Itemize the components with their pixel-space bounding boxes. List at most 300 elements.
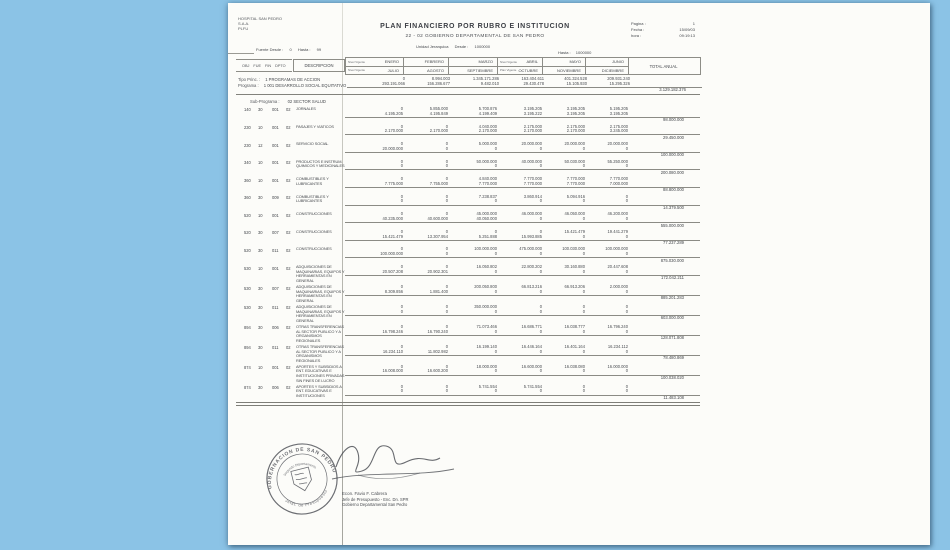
amount-cell-spacer	[628, 270, 700, 275]
fin-header: FIN	[265, 63, 272, 68]
row-code: 006	[272, 325, 279, 331]
amount-cell: 0	[539, 215, 542, 221]
amount-cell: 16.234.110	[382, 348, 403, 354]
amount-cell-spacer	[628, 182, 700, 187]
amount-line	[345, 217, 700, 222]
row-amounts	[345, 195, 700, 211]
amount-cell: 0	[445, 323, 448, 329]
row-code: 02	[286, 230, 291, 236]
amount-cell: 46.050.000	[564, 211, 585, 217]
amount-cell: 0	[400, 388, 403, 394]
amount-line	[345, 310, 700, 315]
month-header-cell	[498, 58, 543, 67]
row-code: 02	[286, 212, 291, 218]
amount-cell: 7.000.000	[609, 180, 628, 186]
descripcion-header-label: DESCRIPCION	[304, 63, 334, 68]
month-header-cell	[586, 67, 629, 76]
row-code: 02	[286, 195, 291, 201]
amount-cell: 5.094.916	[566, 193, 585, 199]
amount-cell: 16.038.080	[564, 363, 585, 369]
table-row	[236, 247, 700, 263]
amount-cell: 0	[625, 251, 628, 257]
amount-cell: 0	[400, 158, 403, 164]
left-rule	[228, 53, 254, 54]
amount-line	[345, 252, 700, 257]
amount-cell: 0	[445, 308, 448, 314]
amount-line	[345, 147, 700, 152]
row-code: 001	[272, 142, 279, 148]
fuente-filter	[256, 47, 326, 52]
month-header-cell	[449, 67, 498, 76]
amount-cell: 0	[539, 145, 542, 151]
hora-value: 09:19:13	[679, 33, 695, 39]
amount-cell: 0	[582, 163, 585, 169]
row-codes-desc	[236, 125, 345, 141]
amount-line	[345, 182, 700, 187]
row-total-line	[345, 118, 700, 123]
row-code: 02	[286, 125, 291, 131]
stamp-arc-inner-text: Segundo Departamento	[282, 461, 318, 477]
row-code: 10	[258, 160, 263, 166]
row-code: 10	[258, 177, 263, 183]
amount-cell: 71.073.466	[476, 323, 497, 329]
amount-cell: 15.105.930	[566, 80, 587, 86]
signature-text-block	[342, 491, 458, 508]
row-total-line	[345, 296, 700, 301]
amount-cell: 293.191.066	[382, 80, 405, 86]
amount-cell: 13.307.954	[427, 233, 448, 239]
amount-cell: 0	[582, 215, 585, 221]
row-code: 30	[258, 345, 263, 351]
row-total: 77.237.289	[663, 240, 684, 246]
amount-cell: 4.840.000	[478, 176, 497, 182]
row-code: 009	[272, 195, 279, 201]
programa-line	[238, 83, 347, 89]
row-codes-desc	[236, 212, 345, 228]
row-code: 520	[244, 247, 251, 253]
row-codes-desc	[236, 365, 345, 383]
amount-cell: 2.175.000	[523, 123, 542, 129]
amount-cell: 100.030.000	[562, 246, 585, 252]
amount-cell: 0	[582, 388, 585, 394]
amount-cell: 20.000.000	[521, 141, 542, 147]
row-description: COMBUSTIBLES Y LUBRICANTES	[296, 193, 329, 204]
row-codes-desc	[236, 285, 345, 303]
amount-cell: 0	[625, 368, 628, 374]
table-row	[236, 195, 700, 211]
amount-cell: 20.902.301	[427, 268, 448, 274]
stamp-shield-emblem	[291, 467, 314, 493]
programa-amounts-slot	[347, 77, 702, 93]
amount-cell: 0	[539, 328, 542, 334]
amount-cell: 16.401.164	[564, 343, 585, 349]
amount-cell: 0	[625, 193, 628, 199]
amount-cell-spacer	[628, 235, 700, 240]
amount-cell: 0	[445, 343, 448, 349]
scanned-document-page	[228, 3, 930, 545]
amount-cell: 29.430.478	[523, 80, 544, 86]
amount-cell: 0	[494, 388, 497, 394]
month-label: JUNIO	[612, 59, 624, 65]
amount-cell: 7.770.000	[566, 180, 585, 186]
row-code: 02	[286, 385, 291, 391]
amount-cell: 2.170.000	[429, 128, 448, 134]
amount-cell: 0	[400, 123, 403, 129]
report-title-block	[345, 23, 605, 39]
row-code: 530	[244, 285, 251, 291]
amount-cell: 0	[582, 368, 585, 374]
row-description: OTRAS TRANSFERENCIAS AL SECTOR PUBLICO Y A ORGANISMOS REGIONALES	[296, 323, 344, 343]
row-code: 02	[286, 177, 291, 183]
amount-cell: 0	[445, 123, 448, 129]
month-header-cell	[586, 58, 629, 67]
row-description: COMBUSTIBLES Y LUBRICANTES	[296, 176, 329, 186]
row-total-line	[345, 336, 700, 341]
row-codes-desc	[236, 265, 345, 283]
programa-value: 1 001 DESARROLLO SOCIAL EQUITATIVO	[263, 83, 347, 88]
amount-cell: 0	[400, 228, 403, 234]
amount-cell: 0	[582, 303, 585, 309]
amount-cell: 0	[400, 198, 403, 204]
amount-cell: 0	[445, 284, 448, 289]
row-total: 603.000.000	[660, 315, 684, 321]
signer-organisation: Gobierno Departamental San Pedro	[342, 502, 408, 508]
row-description: ADQUISICIONES DE MAQUINARIAS, EQUIPOS Y HERRAMIENTAS EN GENERAL	[296, 284, 345, 303]
amount-cell: 2.175.000	[609, 123, 628, 129]
amount-cell: 163.404.611	[521, 76, 544, 81]
amount-cell: 20.000.000	[382, 145, 403, 151]
stamp-arc-bottom-text: Jefat. de Presupuesto	[284, 488, 329, 508]
amount-cell: 0	[400, 246, 403, 252]
row-code: 520	[244, 230, 251, 236]
row-total-line	[345, 153, 700, 158]
total-anual-header: TOTAL ANUAL	[629, 58, 701, 75]
fecha-value: 15/09/03	[679, 27, 695, 33]
amount-cell: 7.238.837	[478, 193, 497, 199]
row-total: 875.030.000	[660, 257, 684, 263]
amount-cell: 3.245.000	[609, 128, 628, 134]
amount-cell: 46.000.000	[521, 211, 542, 217]
amount-cell: 0	[539, 368, 542, 374]
row-code: 874	[244, 385, 251, 391]
row-total-line	[345, 376, 700, 381]
row-description: CONSTRUCCIONES	[296, 211, 332, 217]
row-amounts	[347, 77, 702, 93]
row-code: 011	[272, 345, 279, 351]
row-code: 02	[286, 345, 291, 351]
amount-cell: 7.770.000	[478, 180, 497, 186]
amount-cell: 0	[625, 388, 628, 394]
month-label: AGOSTO	[426, 67, 444, 73]
month-header-cell	[346, 58, 404, 67]
table-end-rule	[236, 405, 700, 406]
amount-cell: 0	[539, 308, 542, 314]
stamp-arc-top-text: GOBERNACION DE SAN PEDRO	[266, 446, 338, 490]
row-code: 10	[258, 125, 263, 131]
amount-cell: 5.251.888	[478, 233, 497, 239]
row-code: 02	[286, 107, 291, 113]
amount-cell: 0	[582, 383, 585, 389]
amount-cell: 100.000.000	[380, 251, 403, 257]
row-total-line	[345, 224, 700, 229]
row-code: 02	[286, 142, 291, 148]
amount-cell-spacer	[628, 389, 700, 394]
amount-cell: 22.800.202	[521, 264, 542, 270]
amount-cell: 209.931.240	[607, 76, 630, 81]
row-code: 011	[272, 305, 279, 311]
amount-cell: 0	[445, 198, 448, 204]
row-code: 340	[244, 160, 251, 166]
row-total: 11.483.108	[663, 395, 684, 401]
row-amounts	[345, 305, 700, 323]
row-total: 29.450.000	[663, 134, 684, 140]
amount-cell: 50.000.000	[476, 158, 497, 164]
amount-cell: 0	[625, 288, 628, 294]
row-codes-desc	[236, 230, 345, 246]
amount-cell: 45.000.000	[476, 211, 497, 217]
row-codes-desc	[236, 385, 345, 401]
amount-cell: 0	[625, 163, 628, 169]
row-codes-desc	[236, 325, 345, 343]
amount-cell: 0	[494, 228, 497, 234]
month-label: DICIEMBRE	[601, 67, 624, 73]
row-code: 30	[258, 195, 263, 201]
amount-cell: 5.741.554	[478, 383, 497, 389]
table-row	[236, 365, 700, 383]
row-codes-desc	[236, 142, 345, 158]
table-header	[236, 56, 700, 75]
programa-summary-row	[236, 77, 700, 93]
amount-cell: 15.295.326	[609, 80, 630, 86]
amount-cell-spacer	[628, 217, 700, 222]
row-code: 30	[258, 107, 263, 113]
fuente-desde-label: Fuente Desde :	[256, 47, 284, 52]
row-total-line	[345, 188, 700, 193]
row-code: 10	[258, 265, 263, 271]
row-amounts	[345, 247, 700, 263]
amount-cell: 200.050.800	[474, 284, 497, 289]
amount-line	[345, 199, 700, 204]
amount-cell: 2.175.000	[566, 123, 585, 129]
unidad-label: Unidad Jerarquica	[416, 44, 449, 49]
amount-cell: 40.050.000	[476, 215, 497, 221]
amount-cell: 7.770.000	[523, 180, 542, 186]
table-row	[236, 107, 700, 123]
row-total-line	[345, 316, 700, 321]
amount-cell: 0	[582, 268, 585, 274]
row-total: 555.000.000	[660, 222, 684, 228]
amount-line	[345, 164, 700, 169]
programa-label: Programa :	[238, 83, 259, 88]
amount-cell-spacer	[628, 330, 700, 335]
amount-cell: 7.775.000	[384, 180, 403, 186]
amount-cell: 5.700.876	[478, 105, 497, 111]
report-title: PLAN FINANCIERO POR RUBRO E INSTITUCION	[380, 23, 570, 30]
amount-cell: 40.600.000	[427, 215, 448, 221]
row-description: APORTES Y SUBSIDIOS A ENT. EDUCATIVAS E INSTITUCIONES PRIVADAS SIN FINES DE LUCRO	[296, 363, 345, 383]
row-description: APORTES Y SUBSIDIOS A ENT. EDUCATIVAS E INSTITUCIONES	[296, 383, 342, 399]
pagina-label: Pagina :	[631, 21, 646, 26]
row-codes-desc	[236, 305, 345, 323]
amount-cell: 15.421.479	[382, 233, 403, 239]
amount-cell: 0	[494, 288, 497, 294]
amount-cell: 0	[582, 233, 585, 239]
amount-cell: 0	[400, 303, 403, 309]
amount-cell: 0	[494, 198, 497, 204]
amount-cell: 5.195.205	[609, 105, 628, 111]
amount-cell: 11.802.982	[427, 348, 448, 354]
amount-cell: 0	[625, 233, 628, 239]
amount-cell: 0	[494, 348, 497, 354]
amount-cell: 0	[494, 328, 497, 334]
month-header-cell	[498, 67, 543, 76]
row-codes-desc	[236, 160, 345, 176]
month-header-cell	[449, 58, 498, 67]
amount-cell: 0	[445, 176, 448, 182]
plan-financiero-table	[236, 56, 700, 406]
amount-cell: 3.195.205	[523, 105, 542, 111]
amount-cell-spacer	[628, 112, 700, 117]
table-row	[236, 305, 700, 323]
amount-cell: 0	[400, 264, 403, 270]
row-code: 001	[272, 265, 279, 271]
amount-cell: 0	[445, 158, 448, 164]
amount-cell: 0	[625, 145, 628, 151]
amount-cell: 7.755.000	[429, 180, 448, 186]
svg-text:Segundo Departamento	[281, 458, 318, 477]
amount-cell: 5.741.554	[523, 383, 542, 389]
amount-cell: 0	[494, 145, 497, 151]
amount-cell: 16.199.140	[476, 343, 497, 349]
amount-cell: 0	[539, 228, 542, 234]
row-description: JORNALES	[296, 105, 316, 111]
row-code: 30	[258, 230, 263, 236]
amount-cell: 0	[625, 268, 628, 274]
svg-text:Jefat. de Presupuesto	[283, 487, 331, 512]
row-code: 12	[258, 142, 263, 148]
handwritten-signature	[328, 431, 458, 493]
month-label: MARZO	[478, 59, 493, 65]
fue-header: FUE	[253, 63, 261, 68]
amount-cell: 19.441.279	[607, 228, 628, 234]
amount-cell: 0	[445, 246, 448, 252]
amount-cell: 0	[445, 145, 448, 151]
row-amounts	[345, 230, 700, 246]
amount-cell: 1.881.400	[429, 288, 448, 294]
row-codes-desc	[236, 345, 345, 363]
row-description: CONSTRUCCIONES	[296, 246, 332, 252]
row-total: 3.129.182.376	[659, 87, 686, 93]
nivel-vigente-label: Nivel Vigente	[348, 68, 365, 73]
hora-label: hora :	[631, 33, 642, 39]
row-amounts	[345, 285, 700, 303]
amount-cell: 0	[400, 363, 403, 369]
obj-header: OBJ	[242, 63, 250, 68]
table-row	[236, 285, 700, 303]
amount-cell: 0	[582, 251, 585, 257]
row-description: CONSTRUCCIONES	[296, 228, 332, 234]
row-code: 230	[244, 142, 251, 148]
amount-line	[345, 290, 700, 295]
amount-cell: 0	[445, 193, 448, 199]
unidad-jerarquica-filter	[416, 44, 495, 49]
amount-line	[345, 235, 700, 240]
row-code: 007	[272, 285, 279, 291]
amount-cell: 0	[445, 388, 448, 394]
amount-cell: 0	[582, 288, 585, 294]
table-row	[236, 325, 700, 343]
amount-cell: 16.600.000	[521, 363, 542, 369]
amount-cell: 0	[400, 193, 403, 199]
amount-cell: 0	[539, 388, 542, 394]
row-code: 230	[244, 125, 251, 131]
amount-cell: 20.447.608	[607, 264, 628, 270]
row-code: 02	[286, 247, 291, 253]
amount-cell: 100.000.000	[605, 246, 628, 252]
row-description: SERVICIO SOCIAL	[296, 141, 329, 147]
unidad-desde-value: 1000000	[474, 44, 491, 49]
month-label: FEBRERO	[424, 59, 444, 65]
row-code: 001	[272, 107, 279, 113]
month-header-grid	[345, 57, 701, 75]
row-amounts	[345, 265, 700, 283]
org-line: HOSPITAL SAN PEDRO	[238, 16, 283, 21]
month-header-cell	[543, 67, 586, 76]
month-header-cell	[404, 58, 449, 67]
row-description: ADQUISICIONES DE MAQUINARIAS, EQUIPOS Y HERRAMIENTAS EN GENERAL	[296, 264, 345, 283]
amount-cell: 3.195.222	[523, 110, 542, 116]
amount-cell: 0	[539, 251, 542, 257]
row-code: 894	[244, 325, 251, 331]
row-code: 30	[258, 305, 263, 311]
amount-cell: 7.770.000	[523, 176, 542, 182]
amount-cell: 0	[494, 368, 497, 374]
amount-line	[345, 129, 700, 134]
row-total: 98.000.000	[663, 117, 684, 123]
amount-cell: 66.813.216	[521, 284, 542, 289]
amount-cell: 0	[445, 228, 448, 234]
amount-cell: 16.686.771	[521, 323, 542, 329]
row-amounts	[345, 160, 700, 176]
amount-cell: 0	[445, 264, 448, 270]
row-code: 30	[258, 325, 263, 331]
amount-cell: 16.798.246	[382, 328, 403, 334]
row-description: OTRAS TRANSFERENCIAS AL SECTOR PUBLICO Y A ORGANISMOS REGIONALES	[296, 343, 344, 363]
amount-cell-spacer	[630, 82, 702, 87]
row-code: 02	[286, 305, 291, 311]
pagina-value: 1	[692, 21, 695, 26]
table-end-rule	[236, 402, 700, 403]
nivel-vigente-label: Nivel Vigente	[500, 59, 517, 64]
amount-cell: 0	[582, 328, 585, 334]
amount-cell: 0	[445, 303, 448, 309]
amount-cell: 7.770.000	[609, 176, 628, 182]
row-total: 885.201.283	[660, 295, 684, 301]
row-code: 02	[286, 365, 291, 371]
amount-cell: 0	[445, 141, 448, 147]
table-row	[236, 160, 700, 176]
row-description: ADQUISICIONES DE MAQUINARIAS, EQUIPOS Y HERRAMIENTAS EN GENERAL	[296, 303, 345, 323]
tipo-princ-label: Tipo Princ. :	[238, 77, 261, 82]
amount-cell: 0	[400, 343, 403, 349]
amount-cell: 16.050.802	[476, 264, 497, 270]
row-code: 10	[258, 365, 263, 371]
report-subtitle: 22 - 02 GOBIERNO DEPARTAMENTAL DE SAN PEDRO	[405, 34, 545, 39]
row-codes-desc	[236, 177, 345, 193]
org-header-block	[238, 16, 282, 32]
amount-cell: 0	[539, 348, 542, 354]
dpto-header: DPTO	[275, 63, 286, 68]
